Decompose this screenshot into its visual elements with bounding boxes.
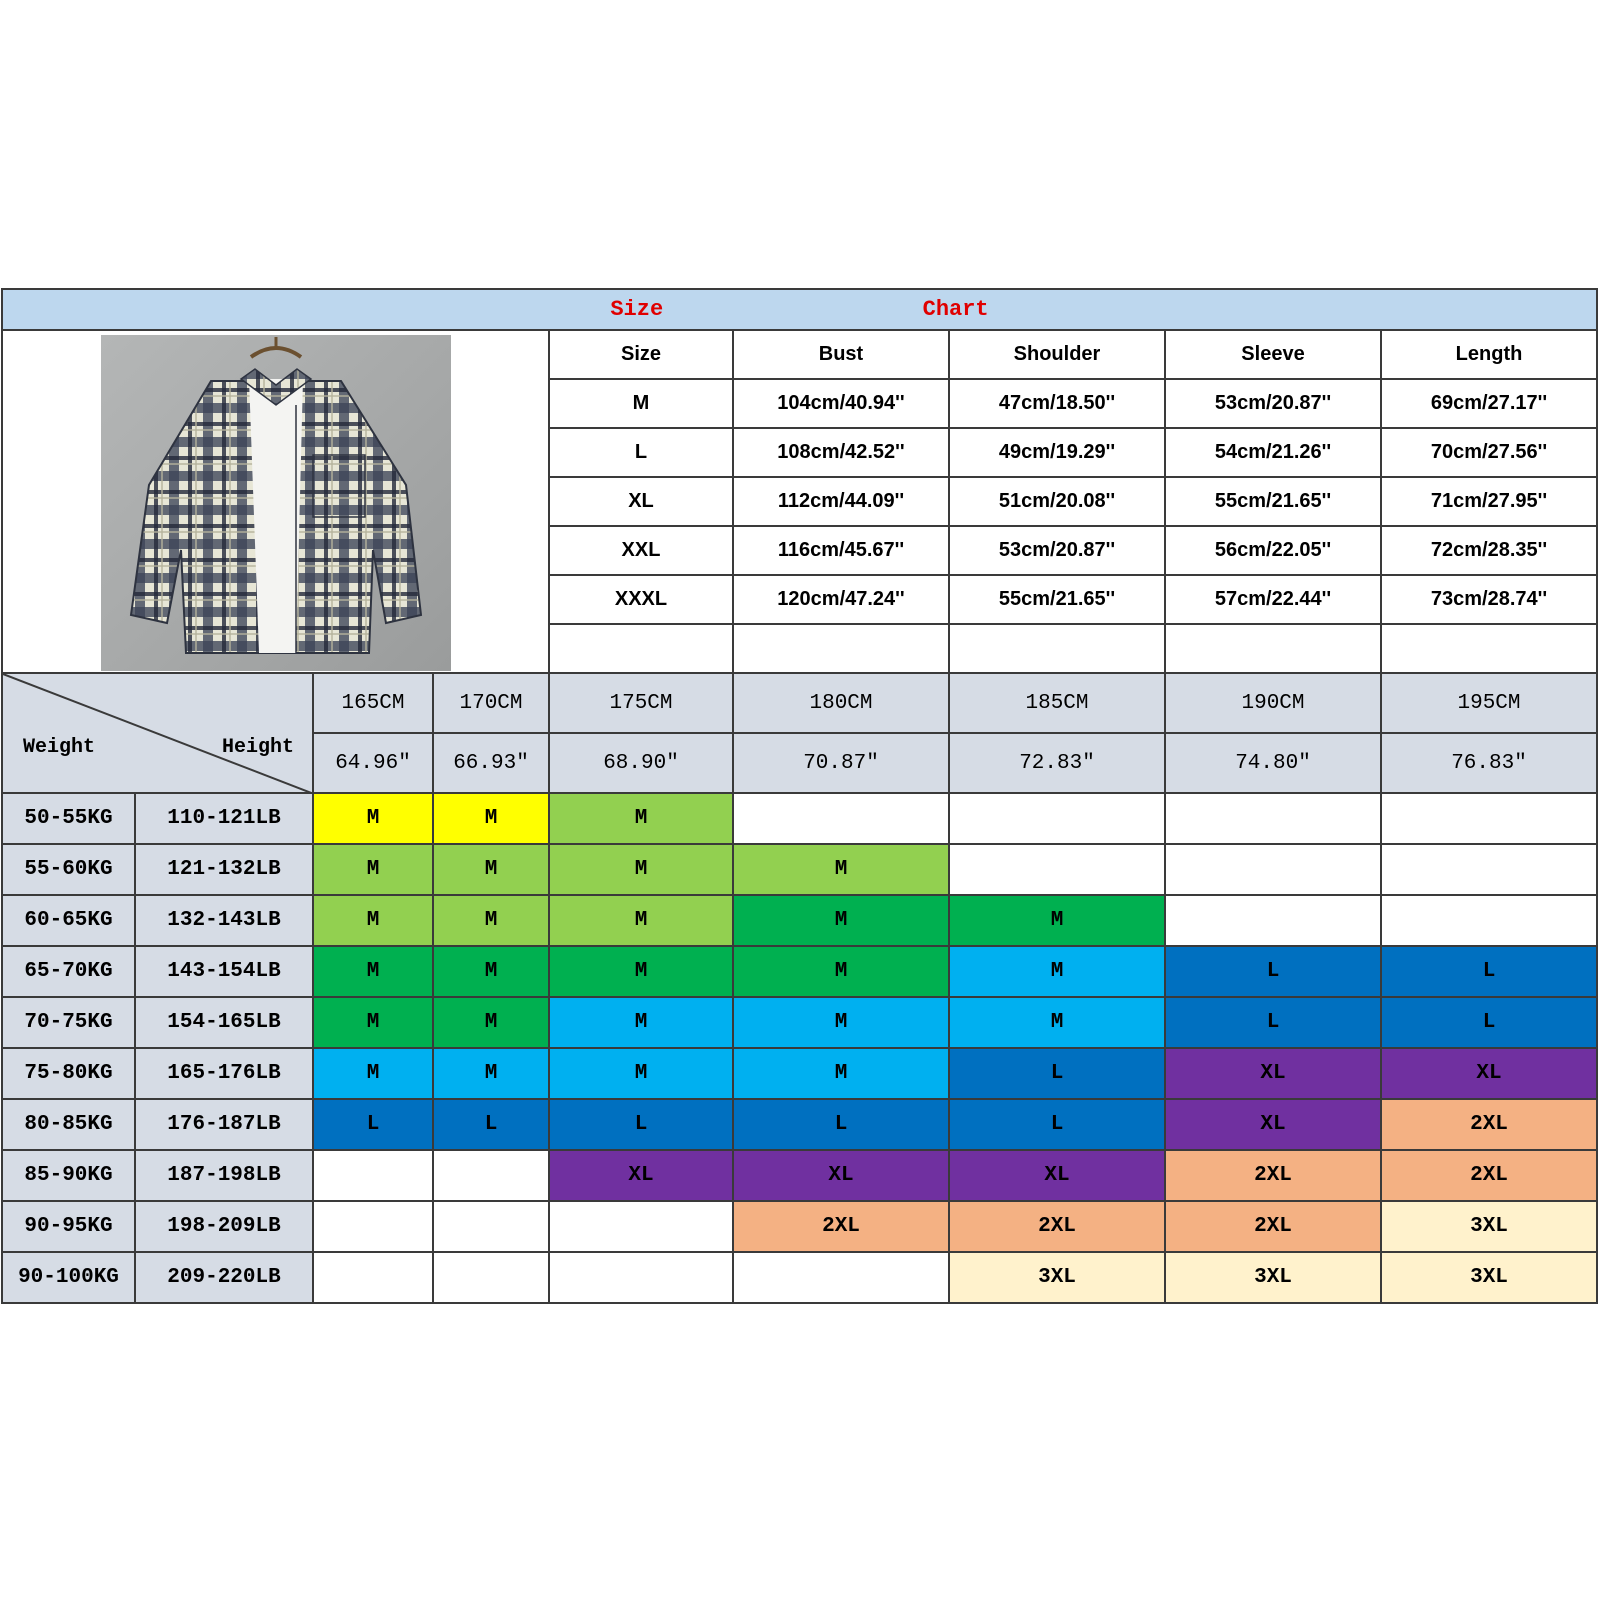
- fit-size-cell: M: [733, 946, 949, 997]
- height-inch-cell: 70.87″: [733, 733, 949, 793]
- fit-size-cell: M: [549, 895, 733, 946]
- fit-size-cell: L: [1381, 997, 1597, 1048]
- fit-row: [2, 1252, 1597, 1303]
- fit-row: [2, 793, 1597, 844]
- fit-size-cell: [949, 844, 1165, 895]
- spec-header-row: [2, 330, 1597, 379]
- fit-size-cell: L: [949, 1048, 1165, 1099]
- fit-size-cell: 3XL: [1165, 1252, 1381, 1303]
- weight-kg-label: 80-85KG: [2, 1099, 135, 1150]
- fit-size-cell: M: [733, 895, 949, 946]
- fit-size-cell: XL: [549, 1150, 733, 1201]
- height-cm-cell: 165CM: [313, 673, 433, 733]
- fit-size-cell: L: [733, 1099, 949, 1150]
- weight-kg-label: 90-95KG: [2, 1201, 135, 1252]
- fit-size-cell: M: [433, 997, 549, 1048]
- fit-size-cell: [1381, 895, 1597, 946]
- spec-cell: 73cm/28.74'': [1381, 575, 1597, 624]
- spec-cell: 55cm/21.65'': [949, 575, 1165, 624]
- weight-lb-label: 198-209LB: [135, 1201, 313, 1252]
- plaid-shirt-image: [101, 335, 451, 671]
- fit-size-cell: 2XL: [1165, 1150, 1381, 1201]
- product-photo: [101, 335, 451, 671]
- fit-size-cell: M: [433, 793, 549, 844]
- weight-label: Weight: [23, 736, 96, 759]
- spec-cell: 54cm/21.26'': [1165, 428, 1381, 477]
- fit-size-cell: M: [549, 844, 733, 895]
- weight-kg-label: 85-90KG: [2, 1150, 135, 1201]
- height-inch-cell: 74.80″: [1165, 733, 1381, 793]
- weight-kg-label: 75-80KG: [2, 1048, 135, 1099]
- spec-cell: 56cm/22.05'': [1165, 526, 1381, 575]
- weight-lb-label: 121-132LB: [135, 844, 313, 895]
- fit-size-cell: 2XL: [949, 1201, 1165, 1252]
- fit-row: [2, 946, 1597, 997]
- weight-lb-label: 132-143LB: [135, 895, 313, 946]
- fit-size-cell: L: [1165, 946, 1381, 997]
- fit-size-cell: M: [733, 1048, 949, 1099]
- spec-cell: L: [549, 428, 733, 477]
- height-cm-cell: 185CM: [949, 673, 1165, 733]
- spec-cell: M: [549, 379, 733, 428]
- spec-cell: 72cm/28.35'': [1381, 526, 1597, 575]
- fit-size-cell: M: [433, 946, 549, 997]
- weight-kg-label: 90-100KG: [2, 1252, 135, 1303]
- spec-cell: 112cm/44.09'': [733, 477, 949, 526]
- height-inch-cell: 76.83″: [1381, 733, 1597, 793]
- spec-cell: 51cm/20.08'': [949, 477, 1165, 526]
- height-cm-cell: 190CM: [1165, 673, 1381, 733]
- spec-blank-cell: [1165, 624, 1381, 673]
- height-inch-cell: 64.96″: [313, 733, 433, 793]
- fit-size-cell: 2XL: [1381, 1099, 1597, 1150]
- fit-size-cell: M: [549, 793, 733, 844]
- fit-size-cell: M: [733, 844, 949, 895]
- weight-lb-label: 176-187LB: [135, 1099, 313, 1150]
- spec-cell: 69cm/27.17'': [1381, 379, 1597, 428]
- fit-size-cell: XL: [949, 1150, 1165, 1201]
- spec-cell: 108cm/42.52'': [733, 428, 949, 477]
- weight-lb-label: 209-220LB: [135, 1252, 313, 1303]
- fit-size-cell: [313, 1252, 433, 1303]
- height-inch-cell: 72.83″: [949, 733, 1165, 793]
- title-bar: [2, 289, 1597, 330]
- spec-cell: 116cm/45.67'': [733, 526, 949, 575]
- fit-size-cell: [733, 1252, 949, 1303]
- fit-size-cell: [1165, 844, 1381, 895]
- height-cm-cell: 180CM: [733, 673, 949, 733]
- fit-size-cell: [313, 1150, 433, 1201]
- weight-kg-label: 60-65KG: [2, 895, 135, 946]
- fit-size-cell: M: [313, 844, 433, 895]
- fit-size-cell: M: [549, 946, 733, 997]
- fit-size-cell: M: [313, 1048, 433, 1099]
- spec-cell: XXXL: [549, 575, 733, 624]
- spec-cell: 53cm/20.87'': [949, 526, 1165, 575]
- fit-row: [2, 997, 1597, 1048]
- fit-size-cell: L: [433, 1099, 549, 1150]
- spec-header-bust: Bust: [733, 330, 949, 379]
- spec-cell: 55cm/21.65'': [1165, 477, 1381, 526]
- fit-size-cell: M: [733, 997, 949, 1048]
- fit-size-cell: M: [549, 997, 733, 1048]
- height-cm-cell: 195CM: [1381, 673, 1597, 733]
- fit-size-cell: [733, 793, 949, 844]
- fit-size-cell: M: [433, 895, 549, 946]
- fit-size-cell: M: [949, 946, 1165, 997]
- fit-size-cell: 3XL: [1381, 1201, 1597, 1252]
- fit-row: [2, 1201, 1597, 1252]
- fit-size-cell: M: [313, 946, 433, 997]
- height-cm-cell: 170CM: [433, 673, 549, 733]
- fit-size-cell: [1165, 793, 1381, 844]
- size-chart-table: [1, 288, 1598, 1304]
- weight-kg-label: 65-70KG: [2, 946, 135, 997]
- height-label: Height: [221, 736, 294, 759]
- weight-kg-label: 70-75KG: [2, 997, 135, 1048]
- height-inch-cell: 66.93″: [433, 733, 549, 793]
- fit-row: [2, 1150, 1597, 1201]
- height-cm-cell: 175CM: [549, 673, 733, 733]
- fit-size-cell: M: [313, 793, 433, 844]
- height-cm-row: [2, 673, 1597, 733]
- fit-size-cell: 2XL: [1381, 1150, 1597, 1201]
- fit-size-cell: L: [549, 1099, 733, 1150]
- fit-row: [2, 1099, 1597, 1150]
- fit-size-cell: L: [313, 1099, 433, 1150]
- spec-blank-cell: [1381, 624, 1597, 673]
- spec-header-sleeve: Sleeve: [1165, 330, 1381, 379]
- fit-size-cell: M: [433, 844, 549, 895]
- fit-size-cell: 3XL: [1381, 1252, 1597, 1303]
- fit-size-cell: XL: [1165, 1099, 1381, 1150]
- fit-size-cell: M: [433, 1048, 549, 1099]
- spec-blank-cell: [549, 624, 733, 673]
- fit-row: [2, 844, 1597, 895]
- spec-blank-cell: [733, 624, 949, 673]
- title-word-chart: Chart: [922, 297, 989, 322]
- spec-cell: 71cm/27.95'': [1381, 477, 1597, 526]
- fit-size-cell: M: [313, 895, 433, 946]
- spec-cell: 120cm/47.24'': [733, 575, 949, 624]
- fit-size-cell: [1381, 844, 1597, 895]
- fit-size-cell: XL: [1165, 1048, 1381, 1099]
- weight-lb-label: 165-176LB: [135, 1048, 313, 1099]
- fit-table-body: [2, 793, 1597, 1303]
- spec-cell: XXL: [549, 526, 733, 575]
- weight-kg-label: 50-55KG: [2, 793, 135, 844]
- fit-size-cell: M: [549, 1048, 733, 1099]
- fit-size-cell: M: [949, 895, 1165, 946]
- weight-height-corner: [2, 673, 313, 793]
- fit-size-cell: [1381, 793, 1597, 844]
- fit-size-cell: [313, 1201, 433, 1252]
- fit-row: [2, 895, 1597, 946]
- fit-size-cell: M: [949, 997, 1165, 1048]
- fit-size-cell: 3XL: [949, 1252, 1165, 1303]
- fit-size-cell: [433, 1150, 549, 1201]
- spec-cell: 104cm/40.94'': [733, 379, 949, 428]
- fit-size-cell: 2XL: [1165, 1201, 1381, 1252]
- spec-header-length: Length: [1381, 330, 1597, 379]
- spec-cell: 47cm/18.50'': [949, 379, 1165, 428]
- fit-size-cell: L: [1381, 946, 1597, 997]
- fit-row: [2, 1048, 1597, 1099]
- product-photo-cell: [2, 330, 549, 673]
- height-inch-cell: 68.90″: [549, 733, 733, 793]
- title-word-size: Size: [610, 297, 664, 322]
- fit-size-cell: XL: [733, 1150, 949, 1201]
- spec-header-size: Size: [549, 330, 733, 379]
- weight-lb-label: 143-154LB: [135, 946, 313, 997]
- spec-cell: 57cm/22.44'': [1165, 575, 1381, 624]
- spec-cell: 49cm/19.29'': [949, 428, 1165, 477]
- weight-kg-label: 55-60KG: [2, 844, 135, 895]
- fit-size-cell: [949, 793, 1165, 844]
- spec-cell: 70cm/27.56'': [1381, 428, 1597, 477]
- fit-size-cell: XL: [1381, 1048, 1597, 1099]
- fit-size-cell: [433, 1201, 549, 1252]
- fit-size-cell: [433, 1252, 549, 1303]
- fit-size-cell: [1165, 895, 1381, 946]
- fit-size-cell: 2XL: [733, 1201, 949, 1252]
- spec-cell: 53cm/20.87'': [1165, 379, 1381, 428]
- fit-size-cell: L: [949, 1099, 1165, 1150]
- fit-size-cell: L: [1165, 997, 1381, 1048]
- weight-lb-label: 110-121LB: [135, 793, 313, 844]
- spec-header-shoulder: Shoulder: [949, 330, 1165, 379]
- weight-lb-label: 154-165LB: [135, 997, 313, 1048]
- spec-blank-cell: [949, 624, 1165, 673]
- fit-size-cell: [549, 1252, 733, 1303]
- fit-size-cell: M: [313, 997, 433, 1048]
- spec-cell: XL: [549, 477, 733, 526]
- corner-diagonal-line: [3, 674, 313, 793]
- weight-lb-label: 187-198LB: [135, 1150, 313, 1201]
- fit-size-cell: [549, 1201, 733, 1252]
